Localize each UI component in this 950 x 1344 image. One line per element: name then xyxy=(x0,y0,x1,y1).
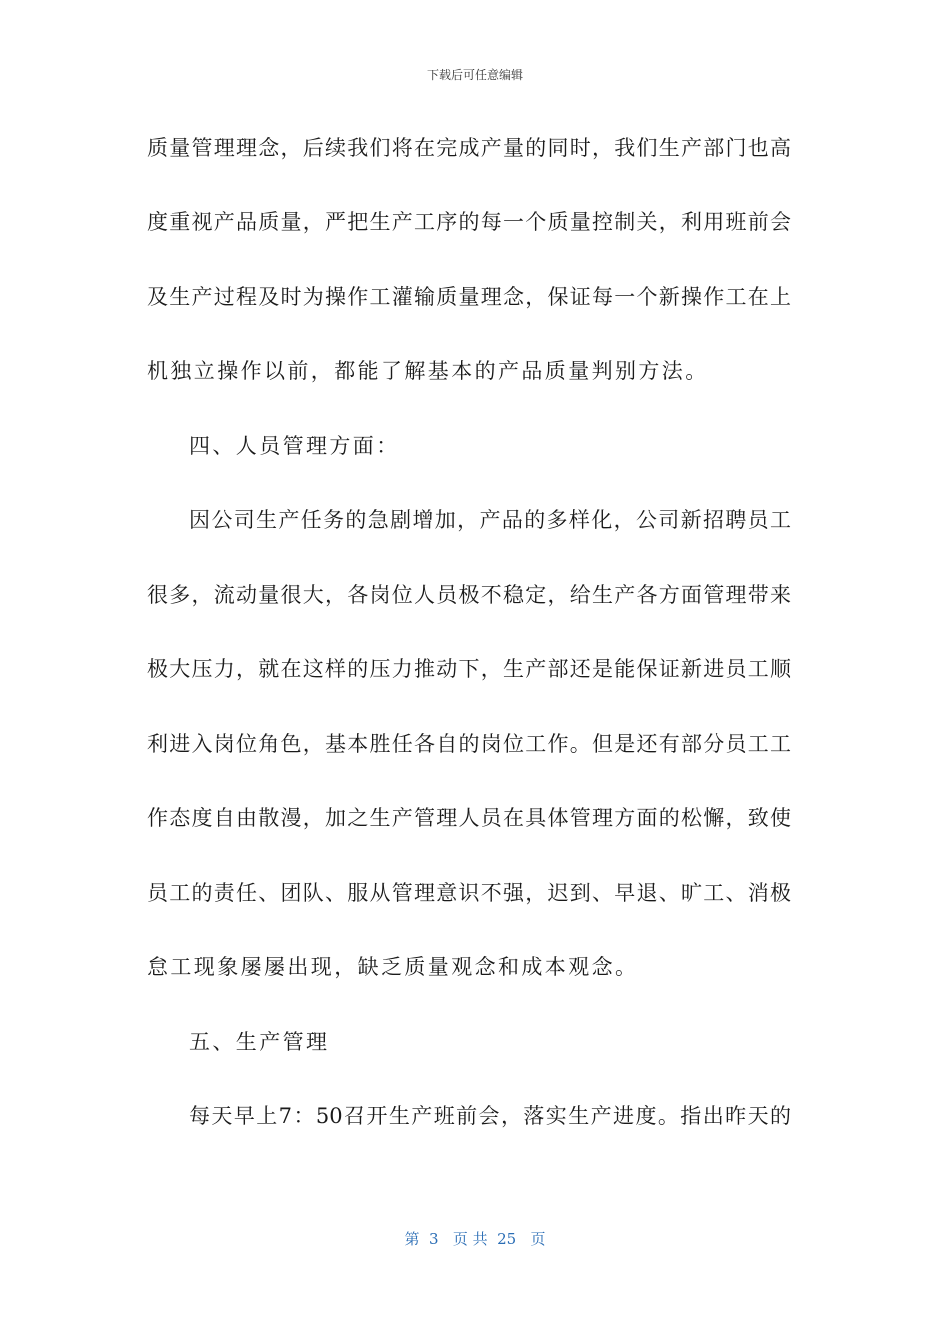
section-heading: 五、生产管理 xyxy=(189,1030,330,1054)
paragraph-line: 极大压力，就在这样的压力推动下，生产部还是能保证新进员工顺 xyxy=(147,657,791,681)
paragraph-line: 每天早上7：50召开生产班前会，落实生产进度。指出昨天的 xyxy=(189,1104,791,1128)
paragraph-line: 机独立操作以前，都能了解基本的产品质量判别方法。 xyxy=(147,359,709,383)
page-header: 下载后可任意编辑 xyxy=(426,68,523,82)
page-number-footer: 第 3 页 共 25 页 xyxy=(404,1230,546,1248)
paragraph-line: 员工的责任、团队、服从管理意识不强，迟到、早退、旷工、消极 xyxy=(147,881,791,905)
paragraph-line: 度重视产品质量，严把生产工序的每一个质量控制关，利用班前会 xyxy=(147,210,791,234)
paragraph-line: 及生产过程及时为操作工灌输质量理念，保证每一个新操作工在上 xyxy=(147,285,791,309)
paragraph-line: 因公司生产任务的急剧增加，产品的多样化，公司新招聘员工 xyxy=(189,508,791,532)
paragraph-line: 作态度自由散漫，加之生产管理人员在具体管理方面的松懈，致使 xyxy=(147,806,791,830)
section-heading: 四、人员管理方面： xyxy=(189,434,400,458)
paragraph-line: 质量管理理念，后续我们将在完成产量的同时，我们生产部门也高 xyxy=(147,136,791,160)
paragraph-line: 怠工现象屡屡出现，缺乏质量观念和成本观念。 xyxy=(147,955,639,979)
paragraph-line: 利进入岗位角色，基本胜任各自的岗位工作。但是还有部分员工工 xyxy=(147,732,791,756)
paragraph-line: 很多，流动量很大，各岗位人员极不稳定，给生产各方面管理带来 xyxy=(147,583,791,607)
